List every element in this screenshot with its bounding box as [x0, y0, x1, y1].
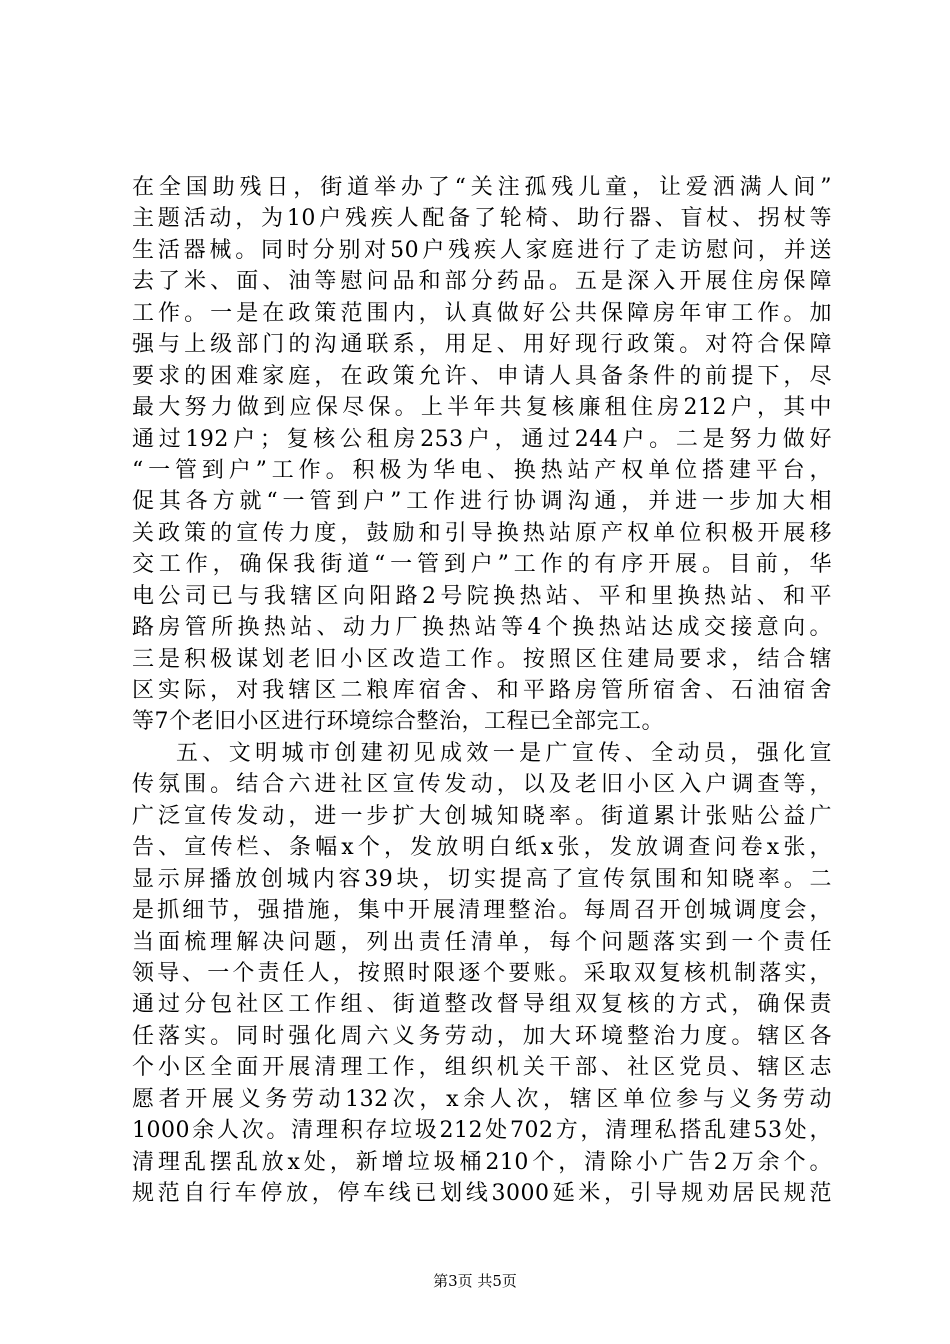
text-line: 广泛宣传发动，进一步扩大创城知晓率。街道累计张贴公益广	[132, 803, 832, 829]
text-line: 工作。一是在政策范围内，认真做好公共保障房年审工作。加	[132, 300, 832, 326]
text-line: 清理乱摆乱放x处，新增垃圾桶210个，清除小广告2万余个。	[132, 1149, 832, 1175]
text-line: 关政策的宣传力度，鼓励和引导换热站原产权单位积极开展移	[132, 520, 832, 546]
text-line: 主题活动，为10户残疾人配备了轮椅、助行器、盲杖、拐杖等	[132, 206, 832, 232]
text-line: 是抓细节，强措施，集中开展清理整治。每周召开创城调度会，	[132, 898, 832, 924]
text-line: “一管到户”工作。积极为华电、换热站产权单位搭建平台，	[132, 457, 832, 483]
text-line: 要求的困难家庭，在政策允许、申请人具备条件的前提下，尽	[132, 363, 832, 389]
text-line: 等7个老旧小区进行环境综合整治，工程已全部完工。	[132, 709, 664, 735]
text-line: 在全国助残日，街道举办了“关注孤残儿童，让爱洒满人间”	[132, 175, 832, 200]
text-line: 交工作，确保我街道“一管到户”工作的有序开展。目前，华	[132, 552, 832, 578]
text-line: 规范自行车停放，停车线已划线3000延米，引导规劝居民规范	[132, 1181, 832, 1206]
text-line: 1000余人次。清理积存垃圾212处702方，清理私搭乱建53处，	[132, 1118, 832, 1144]
text-line: 通过分包社区工作组、街道整改督导组双复核的方式，确保责	[132, 992, 832, 1018]
text-line: 告、宣传栏、条幅x个，发放明白纸x张，发放调查问卷x张，	[132, 835, 832, 861]
text-line: 路房管所换热站、动力厂换热站等4个换热站达成交接意向。	[132, 615, 832, 641]
text-line: 传氛围。结合六进社区宣传发动，以及老旧小区入户调查等，	[132, 772, 832, 798]
text-line: 强与上级部门的沟通联系，用足、用好现行政策。对符合保障	[132, 332, 832, 358]
section-heading-line: 五、文明城市创建初见成效一是广宣传、全动员，强化宣	[176, 740, 832, 766]
text-line: 促其各方就“一管到户”工作进行协调沟通，并进一步加大相	[132, 489, 832, 515]
text-line: 通过192户；复核公租房253户，通过244户。二是努力做好	[132, 426, 832, 452]
text-line: 电公司已与我辖区向阳路2号院换热站、平和里换热站、和平	[132, 583, 832, 609]
text-line: 区实际，对我辖区二粮库宿舍、和平路房管所宿舍、石油宿舍	[132, 678, 832, 703]
text-line: 生活器械。同时分别对50户残疾人家庭进行了走访慰问，并送	[132, 237, 832, 263]
document-body	[132, 172, 832, 1209]
text-line: 个小区全面开展清理工作，组织机关干部、社区党员、辖区志	[132, 1055, 832, 1081]
text-line: 任落实。同时强化周六义务劳动，加大环境整治力度。辖区各	[132, 1023, 832, 1049]
text-line: 显示屏播放创城内容39块，切实提高了宣传氛围和知晓率。二	[132, 866, 832, 892]
text-line: 愿者开展义务劳动132次，x余人次，辖区单位参与义务劳动	[132, 1086, 832, 1112]
page-number-footer: 第3页 共5页	[433, 1272, 517, 1290]
text-line: 三是积极谋划老旧小区改造工作。按照区住建局要求，结合辖	[132, 646, 832, 672]
text-line: 去了米、面、油等慰问品和部分药品。五是深入开展住房保障	[132, 269, 832, 295]
text-line: 领导、一个责任人，按照时限逐个要账。采取双复核机制落实，	[132, 960, 832, 986]
text-line: 当面梳理解决问题，列出责任清单，每个问题落实到一个责任	[132, 929, 832, 955]
text-line: 最大努力做到应保尽保。上半年共复核廉租住房212户，其中	[132, 395, 832, 421]
